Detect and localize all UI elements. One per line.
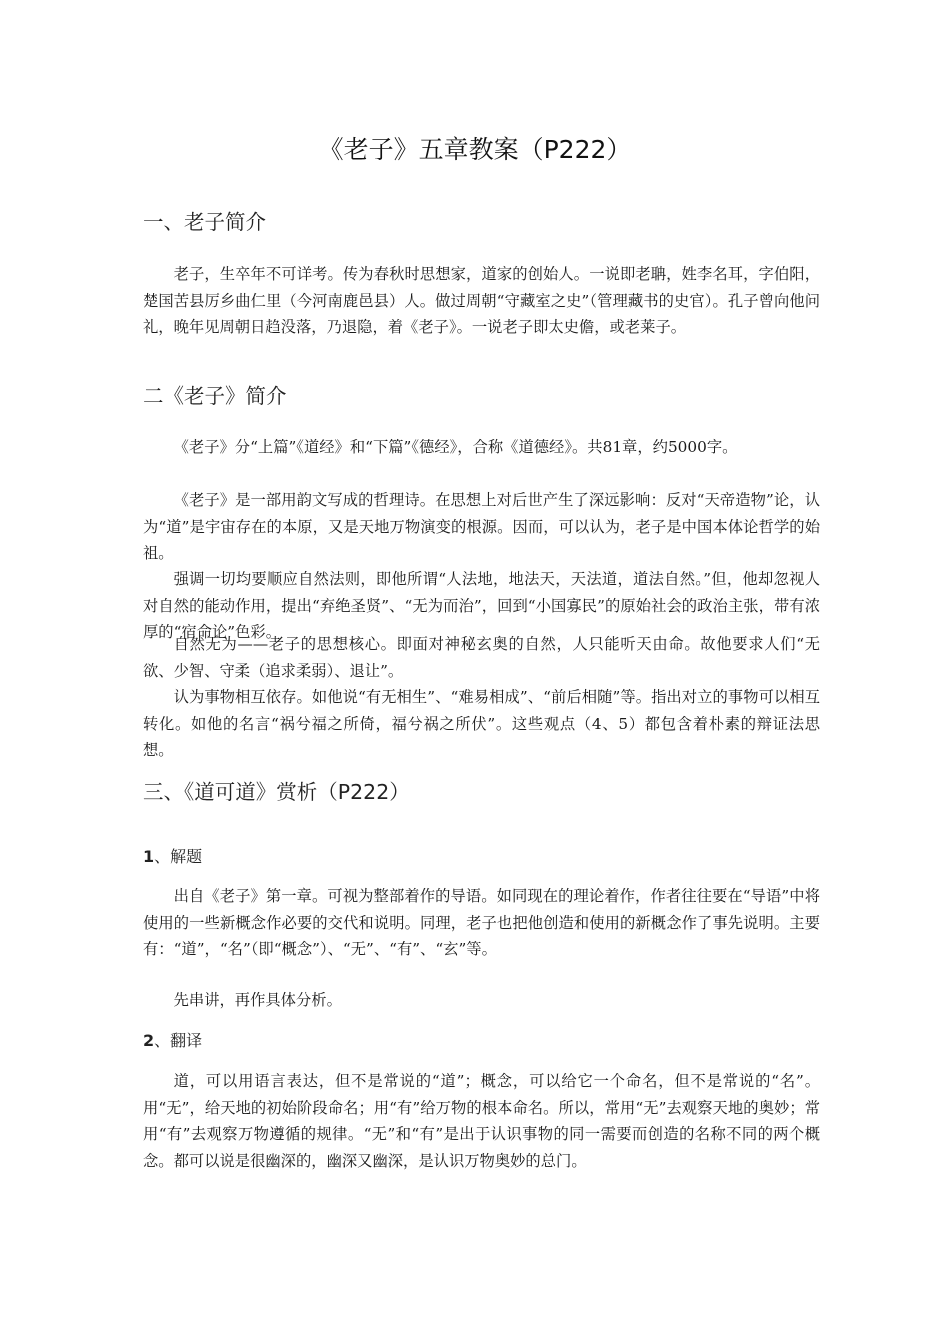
paragraph-laozi-bio: 老子，生卒年不可详考。传为春秋时思想家，道家的创始人。一说即老聃，姓李名耳，字伯阳，楚国苦县厉乡曲仁里（今河南鹿邑县）人。做过周朝“守藏室之史”（管理藏书的史官）。孔子曾向他问礼，晚年见周朝日趋没落，乃退隐，着《老子》。一说老子即太史儋，或老莱子。 xyxy=(143,265,820,336)
subheading-jieti xyxy=(143,846,202,868)
paragraph-wuwei: 自然无为——老子的思想核心。即面对神秘玄奥的自然，人只能听天由命。故他要求人们“无欲、少智、守柔（追求柔弱）、退让”。 xyxy=(143,635,820,680)
paragraph-philosophy: 《老子》是一部用韵文写成的哲理诗。在思想上对后世产生了深远影响：反对“天帝造物”论，认为“道”是宇宙存在的本原，又是天地万物演变的根源。因而，可以认为，老子是中国本体论哲学的始祖。 xyxy=(143,491,820,562)
paragraph-natural-law: 强调一切均要顺应自然法则，即他所谓“人法地，地法天，天法道，道法自然。”但，他却忽视人对自然的能动作用，提出“弃绝圣贤”、“无为而治”，回到“小国寡民”的原始社会的政治主张，带有浓厚的“宿命论”色彩。 xyxy=(143,570,820,641)
subheading-number: 1 xyxy=(143,847,155,866)
section-heading-daokedao: 三、《道可道》赏析（P222） xyxy=(143,780,410,804)
section-heading-laozi-intro: 一、老子简介 xyxy=(143,210,266,234)
document-title: 《老子》五章教案（P222） xyxy=(318,135,632,164)
paragraph-book-structure: 《老子》分“上篇”《道经》和“下篇”《德经》，合称《道德经》。共81章，约5000字。 xyxy=(173,438,738,456)
section-heading-book-intro: 二《老子》简介 xyxy=(143,384,287,408)
subheading-label: 、翻译 xyxy=(154,1031,203,1050)
paragraph-jieti: 出自《老子》第一章。可视为整部着作的导语。如同现在的理论着作，作者往往要在“导语”中将使用的一些新概念作必要的交代和说明。同理，老子也把他创造和使用的新概念作了事先说明。主要有：“道”，“名”（即“概念”）、“无”、“有”、“玄”等。 xyxy=(143,887,820,958)
paragraph-dialectics: 认为事物相互依存。如他说“有无相生”、“难易相成”、“前后相随”等。指出对立的事物可以相互转化。如他的名言“祸兮福之所倚，福兮祸之所伏”。这些观点（4、5）都包含着朴素的辩证法思想。 xyxy=(143,688,820,759)
subheading-label: 、解题 xyxy=(154,847,203,866)
paragraph-chuanjiang: 先串讲，再作具体分析。 xyxy=(173,991,342,1009)
subheading-number: 2 xyxy=(143,1031,155,1050)
subheading-fanyi xyxy=(143,1030,202,1052)
paragraph-translation: 道，可以用语言表达，但不是常说的“道”；概念，可以给它一个命名，但不是常说的“名”。用“无”，给天地的初始阶段命名；用“有”给万物的根本命名。所以，常用“无”去观察天地的奥妙；常用“有”去观察万物遵循的规律。“无”和“有”是出于认识事物的同一需要而创造的名称不同的两个概念。都可以说是很幽深的，幽深又幽深，是认识万物奥妙的总门。 xyxy=(143,1072,820,1170)
